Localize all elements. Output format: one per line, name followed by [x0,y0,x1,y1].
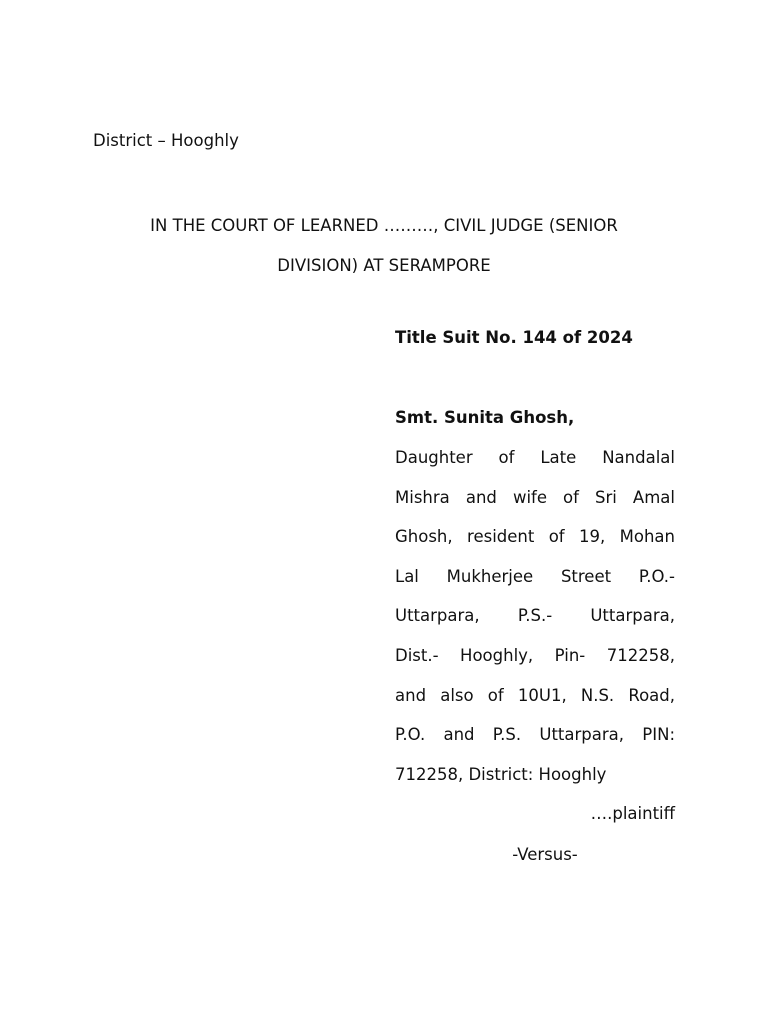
address-line: Dist.- Hooghly, Pin- 712258, [395,645,675,665]
address-line: and also of 10U1, N.S. Road, [395,685,675,705]
suit-number: Title Suit No. 144 of 2024 [395,328,633,347]
address-line: Ghosh, resident of 19, Mohan [395,527,675,547]
address-line: Uttarpara, P.S.- Uttarpara, [395,606,675,626]
district-line: District – Hooghly [93,131,239,150]
address-line: P.O. and P.S. Uttarpara, PIN: [395,725,675,745]
plaintiff-role-label: ….plaintiff [590,804,675,823]
plaintiff-name: Smt. Sunita Ghosh, [395,408,575,427]
address-line: Lal Mukherjee Street P.O.- [395,566,675,586]
address-line: 712258, District: Hooghly [395,764,607,784]
plaintiff-address [395,438,675,794]
address-line: Mishra and wife of Sri Amal [395,487,675,507]
versus-label: -Versus- [512,845,578,864]
address-line: Daughter of Late Nandalal [395,448,675,467]
court-heading [0,206,768,286]
court-heading-line-1: IN THE COURT OF LEARNED ………, CIVIL JUDGE (SENIOR [150,216,618,235]
court-heading-line-2: DIVISION) AT SERAMPORE [277,256,491,275]
